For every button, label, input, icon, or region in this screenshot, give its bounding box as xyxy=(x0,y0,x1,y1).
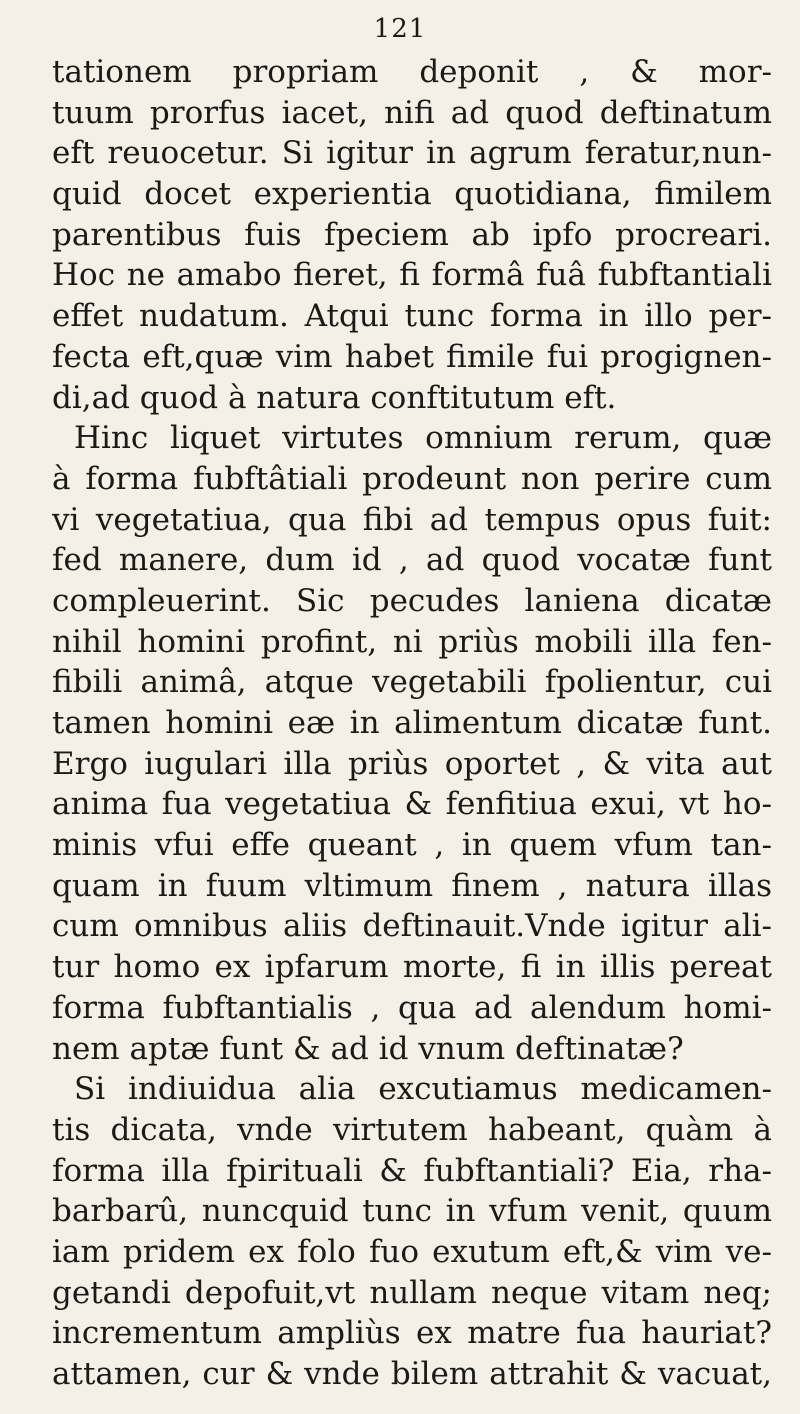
text-line: Hoc ne amabo fieret, fi formâ fuâ fubftantiali xyxy=(52,257,772,294)
text-line: tamen homini eæ in alimentum dicatæ funt. xyxy=(52,705,772,741)
text-line: barbarû, nuncquid tunc in vfum venit, quum xyxy=(52,1193,772,1230)
text-line: fibili animâ, atque vegetabili fpolientur, cui xyxy=(52,664,772,701)
text-line: compleuerint. Sic pecudes laniena dicatæ xyxy=(52,582,772,619)
text-line: tur homo ex ipfarum morte, fi in illis pereat xyxy=(52,949,772,986)
text-line: parentibus fuis fpeciem ab ipfo procreari. xyxy=(52,216,772,253)
text-line: nihil homini profint, ni priùs mobili illa fen- xyxy=(52,623,772,660)
text-line: getandi depofuit,vt nullam neque vitam neq; xyxy=(52,1274,772,1311)
text-line: nem aptæ funt & ad id vnum deftinatæ? xyxy=(52,1030,684,1067)
text-line: forma fubftantialis , qua ad alendum homi- xyxy=(52,989,772,1026)
text-line: eft reuocetur. Si igitur in agrum feratur,nun- xyxy=(52,135,772,172)
text-line: di,ad quod à natura conftitutum eft. xyxy=(52,379,617,416)
text-line: incrementum ampliùs ex matre fua hauriat? xyxy=(52,1315,772,1352)
text-line: quid docet experientia quotidiana, fimilem xyxy=(52,176,772,213)
text-line: forma illa fpirituali & fubftantiali? Eia, rha- xyxy=(52,1152,772,1189)
text-line: minis vfui effe queant , in quem vfum tan- xyxy=(52,827,772,864)
text-line: tationem propriam deponit , & mor- xyxy=(52,54,772,90)
text-line: iam pridem ex folo fuo exutum eft,& vim ve- xyxy=(52,1233,772,1270)
text-line: anima fua vegetatiua & fenfitiua exui, vt ho- xyxy=(52,786,772,823)
text-line: vi vegetatiua, qua fibi ad tempus opus fuit: xyxy=(52,501,772,538)
body-text xyxy=(52,52,772,1395)
text-line: tuum prorfus iacet, nifi ad quod deftinatum xyxy=(52,94,772,131)
text-line: fecta eft,quæ vim habet fimile fui progignen- xyxy=(52,338,772,375)
text-line: Si indiuidua alia excutiamus medicamen- xyxy=(74,1071,772,1108)
page-number: 121 xyxy=(373,14,427,44)
text-line: Ergo iugulari illa priùs oportet , & vita aut xyxy=(52,745,772,782)
text-line: Hinc liquet virtutes omnium rerum, quæ xyxy=(74,420,772,457)
text-line: cum omnibus aliis deftinauit.Vnde igitur ali- xyxy=(52,908,772,945)
text-line: fed manere, dum id , ad quod vocatæ funt xyxy=(52,542,772,579)
text-line: quam in fuum vltimum finem , natura illas xyxy=(52,867,772,904)
text-line: tis dicata, vnde virtutem habeant, quàm à xyxy=(52,1111,772,1148)
text-line: effet nudatum. Atqui tunc forma in illo per- xyxy=(52,298,772,335)
text-line: attamen, cur & vnde bilem attrahit & vacuat, xyxy=(52,1356,772,1392)
text-line: à forma fubftâtiali prodeunt non perire cum xyxy=(52,460,772,497)
